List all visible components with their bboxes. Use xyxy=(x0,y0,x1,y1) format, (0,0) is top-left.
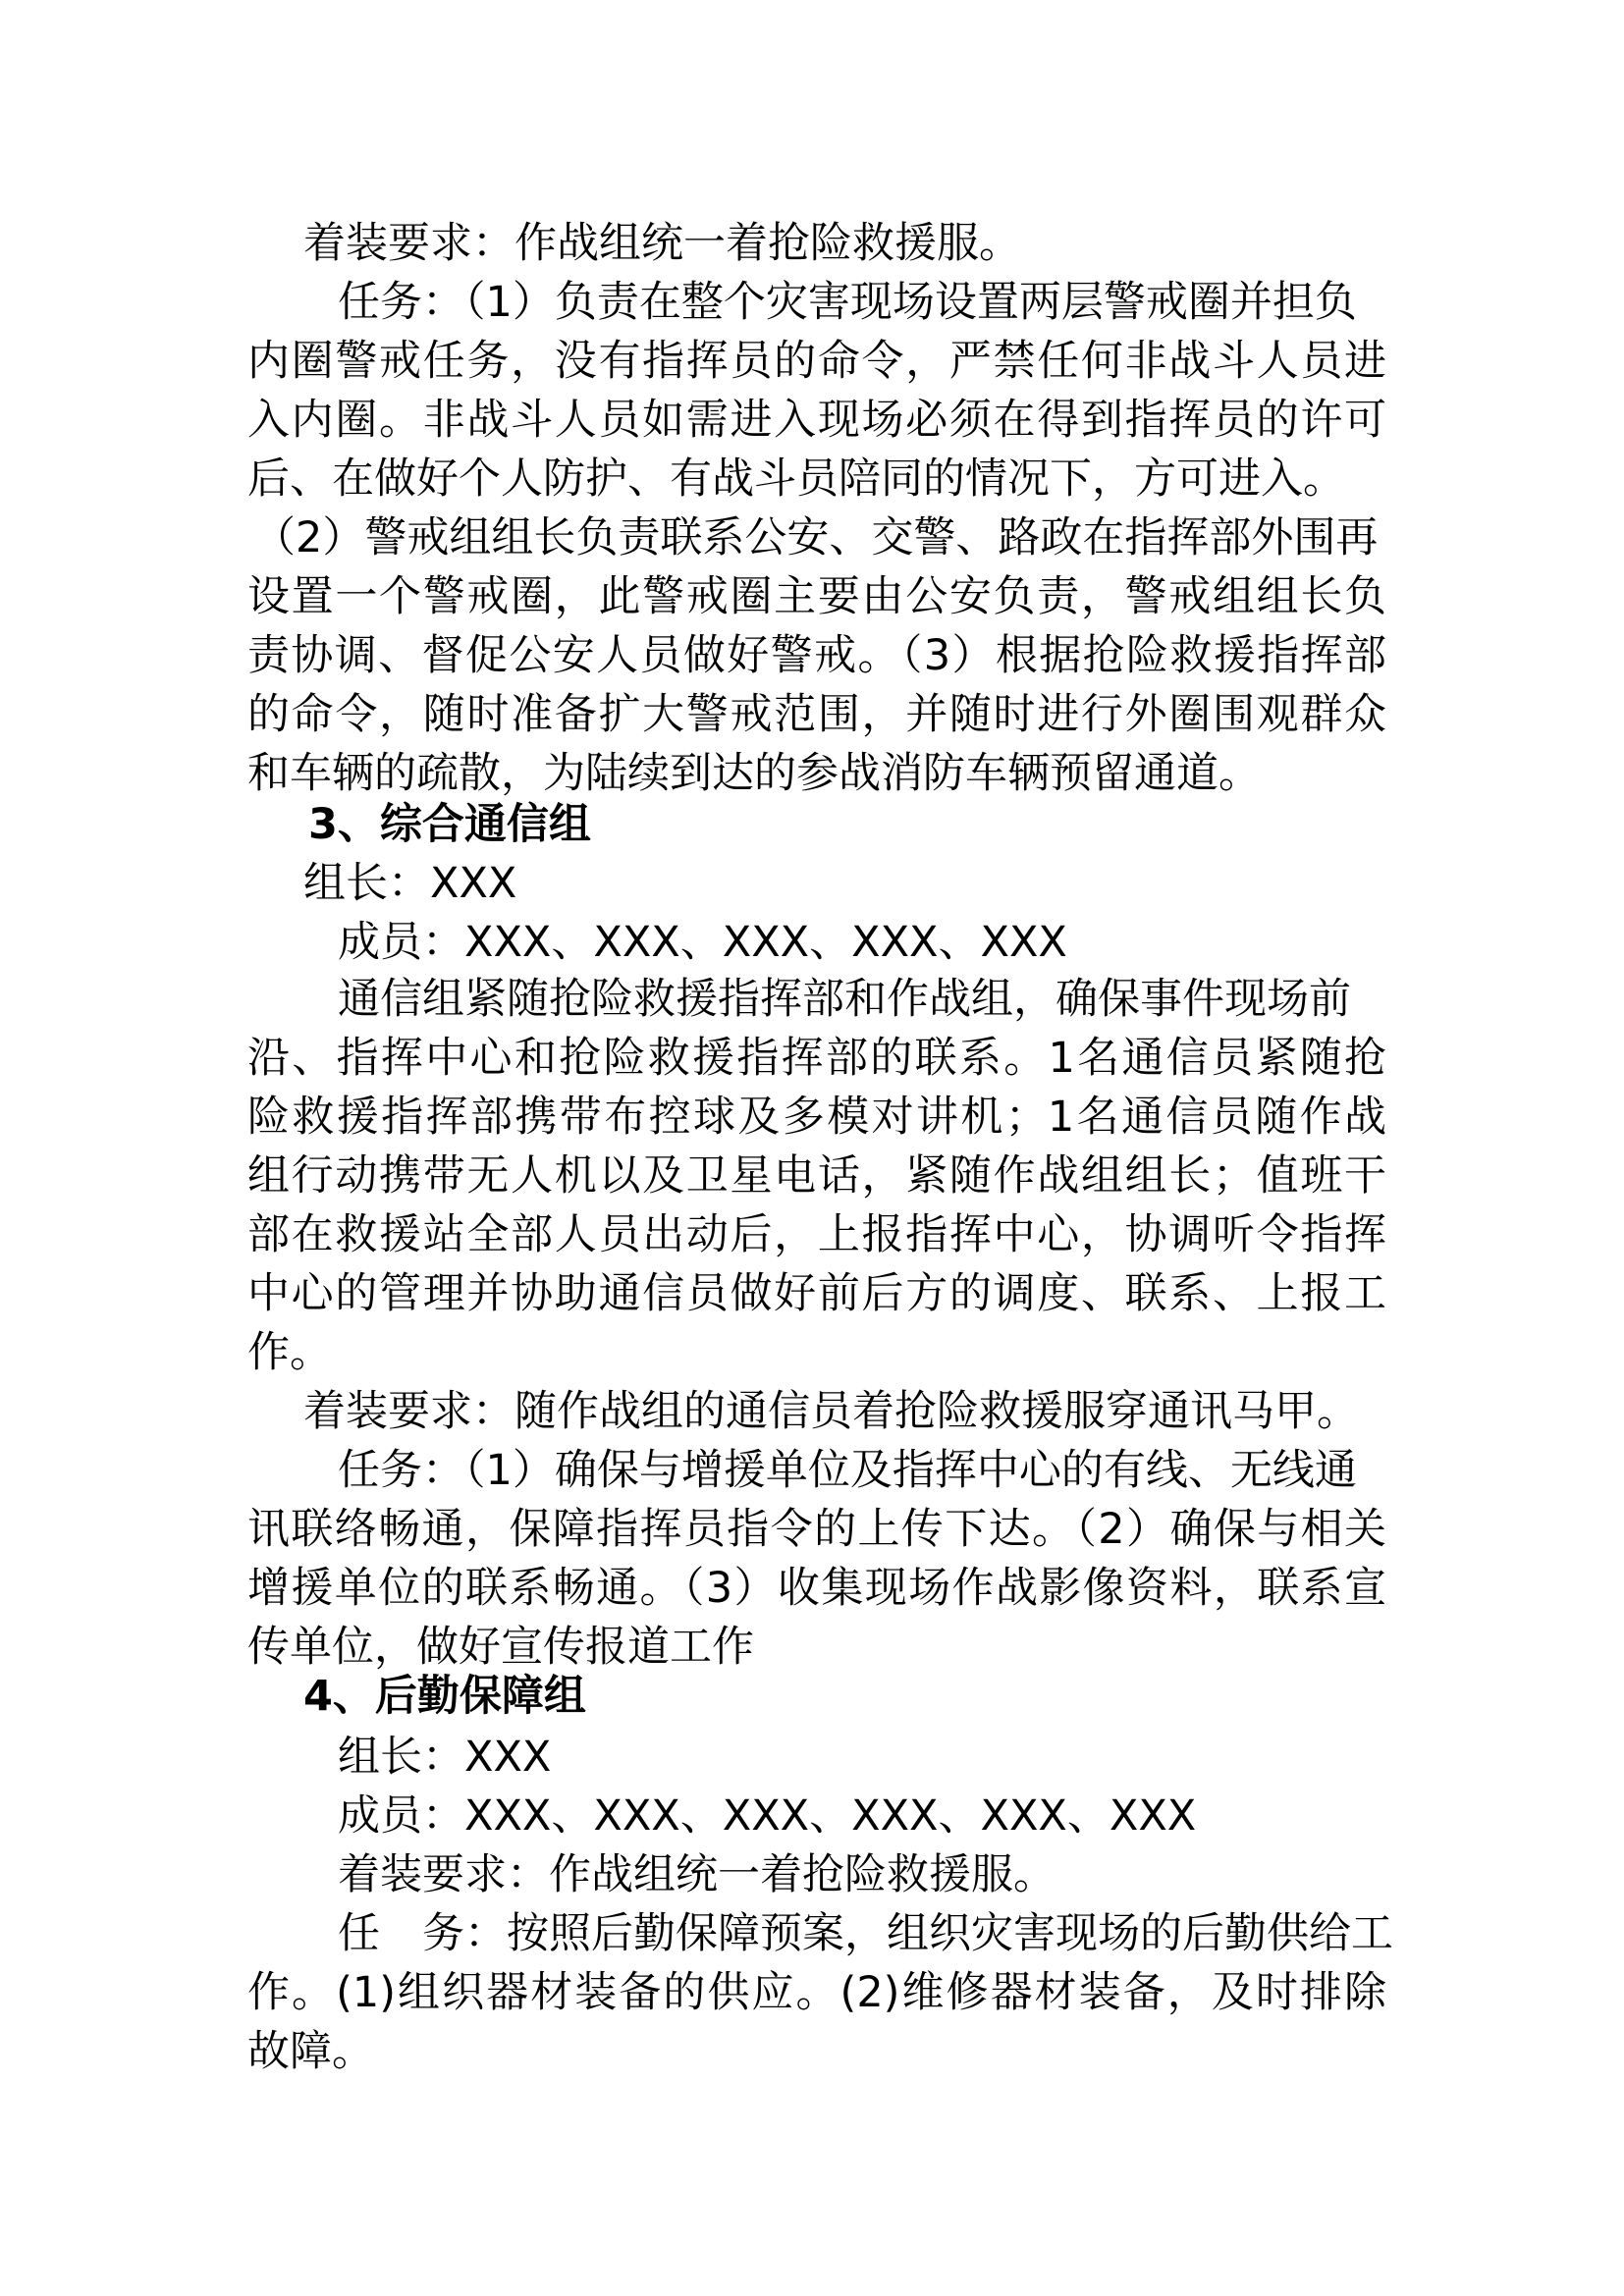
paragraph-line: 中心的管理并协助通信员做好前后方的调度、联系、上报工 xyxy=(247,1269,1386,1318)
paragraph-line: 着装要求：作战组统一着抢险救援服。 xyxy=(303,219,1021,268)
section-heading: 3、综合通信组 xyxy=(308,800,591,849)
paragraph-line: 设置一个警戒圈，此警戒圈主要由公安负责，警戒组组长负 xyxy=(247,572,1386,621)
paragraph-line: 和车辆的疏散，为陆续到达的参战消防车辆预留通道。 xyxy=(247,749,1261,798)
paragraph-line: 任 务：按照后勤保障预案，组织灾害现场的后勤供给工 xyxy=(338,1909,1393,1958)
paragraph-line: （2）警戒组组长负责联系公安、交警、路政在指挥部外围再 xyxy=(253,513,1379,562)
paragraph-line: 通信组紧随抢险救援指挥部和作战组，确保事件现场前 xyxy=(338,975,1351,1024)
paragraph-line: 作。(1)组织器材装备的供应。(2)维修器材装备，及时排除 xyxy=(247,1968,1386,2017)
paragraph-line: 的命令，随时准备扩大警戒范围，并随时进行外圈围观群众 xyxy=(247,690,1386,739)
paragraph-line: 着装要求：作战组统一着抢险救援服。 xyxy=(338,1850,1056,1899)
paragraph-line: 成员：XXX、XXX、XXX、XXX、XXX、XXX xyxy=(338,1791,1197,1841)
paragraph-line: 责协调、督促公安人员做好警戒。（3）根据抢险救援指挥部 xyxy=(247,631,1386,680)
paragraph-line: 任务：（1）确保与增援单位及指挥中心的有线、无线通 xyxy=(338,1446,1357,1495)
paragraph-line: 沿、指挥中心和抢险救援指挥部的联系。1名通信员紧随抢 xyxy=(247,1034,1386,1083)
paragraph-line: 部在救援站全部人员出动后，上报指挥中心，协调听令指挥 xyxy=(247,1210,1386,1259)
paragraph-line: 入内圈。非战斗人员如需进入现场必须在得到指挥员的许可 xyxy=(247,396,1386,445)
paragraph-line: 作。 xyxy=(247,1328,332,1377)
section-heading: 4、后勤保障组 xyxy=(303,1672,586,1721)
paragraph-line: 故障。 xyxy=(247,2027,374,2076)
paragraph-line: 组长：XXX xyxy=(303,859,517,908)
paragraph-line: 内圈警戒任务，没有指挥员的命令，严禁任何非战斗人员进 xyxy=(247,337,1386,386)
paragraph-line: 成员：XXX、XXX、XXX、XXX、XXX xyxy=(338,918,1067,967)
paragraph-line: 传单位，做好宣传报道工作 xyxy=(247,1623,754,1672)
paragraph-line: 任务：（1）负责在整个灾害现场设置两层警戒圈并担负 xyxy=(338,278,1357,327)
paragraph-line: 组行动携带无人机以及卫星电话，紧随作战组组长；值班干 xyxy=(247,1151,1386,1201)
paragraph-line: 险救援指挥部携带布控球及多模对讲机；1名通信员随作战 xyxy=(247,1093,1386,1142)
paragraph-line: 讯联络畅通，保障指挥员指令的上传下达。（2）确保与相关 xyxy=(247,1505,1386,1554)
paragraph-line: 着装要求：随作战组的通信员着抢险救援服穿通讯马甲。 xyxy=(303,1387,1359,1436)
paragraph-line: 组长：XXX xyxy=(338,1733,552,1782)
paragraph-line: 增援单位的联系畅通。（3）收集现场作战影像资料，联系宣 xyxy=(247,1564,1386,1613)
paragraph-line: 后、在做好个人防护、有战斗员陪同的情况下，方可进入。 xyxy=(247,454,1345,504)
